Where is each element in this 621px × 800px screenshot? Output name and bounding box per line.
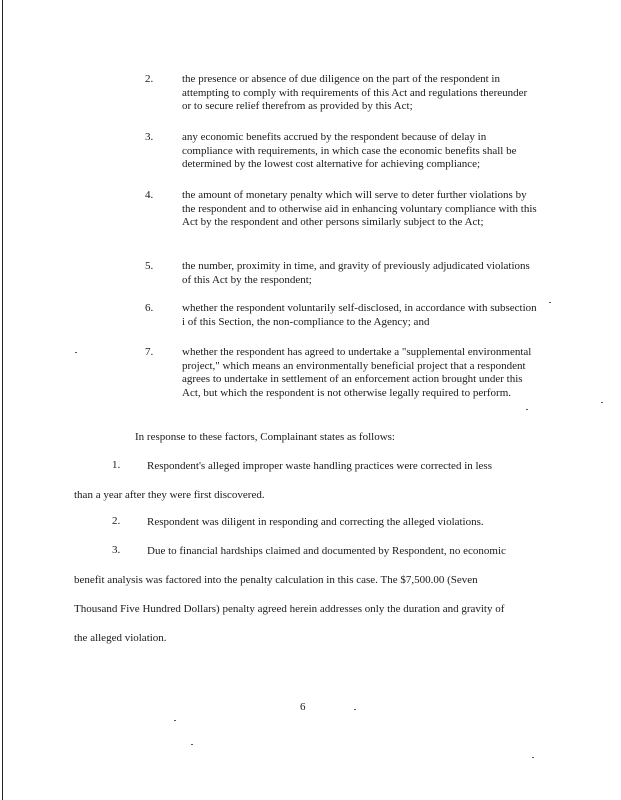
scan-speck [549, 302, 551, 303]
response-line: Respondent was diligent in responding and correcting the alleged violations. [147, 516, 484, 528]
response-number: 3. [112, 544, 121, 556]
criterion-number: 6. [145, 302, 154, 314]
response-line: Due to financial hardships claimed and documented by Respondent, no economic [147, 545, 506, 557]
criterion-text: whether the respondent has agreed to undertake a "supplemental environmental project," which means an environmentally beneficial project that a respondent agrees to undertake in settlement of an enforcement action brought under this Act, but which the respondent is not otherwise legally required to perform. [182, 346, 532, 399]
response-line: the alleged violation. [74, 632, 167, 644]
criterion-number: 5. [145, 260, 154, 272]
criterion-number: 3. [145, 131, 154, 143]
criterion-text: the presence or absence of due diligence on the part of the respondent in attempting to comply with requirements of this Act and regulations thereunder or to secure relief therefrom as provided by this Act; [182, 73, 528, 112]
scan-speck [532, 757, 534, 758]
intro-text: In response to these factors, Complainant states as follows: [135, 431, 395, 443]
criterion-text: whether the respondent voluntarily self-disclosed, in accordance with subsection i of this Section, the non-compliance to the Agency; and [182, 302, 537, 328]
response-number: 1. [112, 459, 121, 471]
criterion-text: any economic benefits accrued by the respondent because of delay in compliance with requirements, in which case the economic benefits shall be determined by the lowest cost alternative for achieving compliance; [182, 131, 517, 170]
scan-speck [526, 409, 528, 410]
response-line: Thousand Five Hundred Dollars) penalty agreed herein addresses only the duration and gravity of [74, 603, 505, 615]
response-line: Respondent's alleged improper waste handling practices were corrected in less [147, 460, 492, 472]
criterion-text: the amount of monetary penalty which will serve to deter further violations by the respondent and to otherwise aid in enhancing voluntary compliance with this Act by the respondent and other persons similarly subject to the Act; [182, 189, 537, 228]
page-left-border [2, 0, 3, 800]
scan-speck [75, 352, 77, 353]
criterion-number: 7. [145, 346, 154, 358]
response-number: 2. [112, 515, 121, 527]
scan-speck [174, 720, 176, 721]
response-line: than a year after they were first discovered. [74, 489, 265, 501]
scan-speck [191, 744, 193, 745]
criterion-text: the number, proximity in time, and gravity of previously adjudicated violations of this Act by the respondent; [182, 260, 530, 286]
criterion-number: 2. [145, 73, 154, 85]
response-line: benefit analysis was factored into the penalty calculation in this case. The $7,500.00 (Seven [74, 574, 478, 586]
scan-speck [601, 402, 603, 403]
scan-speck [354, 709, 356, 710]
page-number: 6 [300, 701, 306, 713]
criterion-number: 4. [145, 189, 154, 201]
